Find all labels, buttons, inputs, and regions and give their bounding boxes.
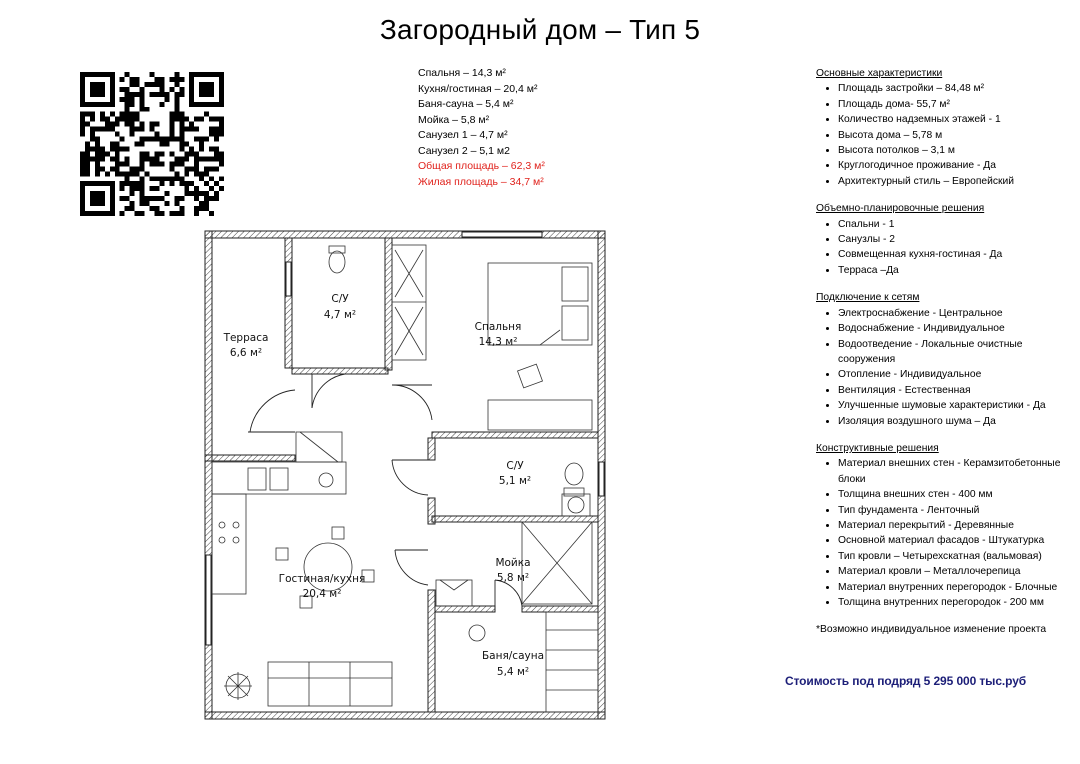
list-item: • Высота дома – 5,78 м (838, 128, 1066, 143)
room-area-item: Спальня – 14,3 м² (418, 67, 506, 79)
room-name-sauna: Баня/сауна (481, 650, 545, 662)
list-item: • Материал внешних стен - Керамзитобетонные блоки (838, 456, 1066, 487)
room-area-living: 20,4 м² (302, 588, 342, 600)
room-area-item: Санузел 2 – 5,1 м2 (418, 144, 510, 157)
list-item: • Тип кровли – Четырехскатная (вальмовая) (838, 549, 1066, 564)
list-item: • Архитектурный стиль – Европейский (838, 174, 1066, 189)
specifications (816, 66, 1066, 638)
room-area-wc1: 4,7 м² (323, 309, 357, 321)
list-item: • Водоснабжение - Индивидуальное (838, 321, 1066, 336)
list-item: • Вентиляция - Естественная (838, 383, 1066, 398)
list-item: • Основной материал фасадов - Штукатурка (838, 533, 1066, 548)
utilities-list (816, 306, 1066, 429)
list-item: • Площадь дома- 55,7 м² (838, 97, 1066, 112)
total-area: Общая площадь – 62,3 м² (418, 160, 545, 172)
list-item: • Круглогодичное проживание - Да (838, 158, 1066, 173)
list-item: • Тип фундамента - Ленточный (838, 503, 1066, 518)
list-item: • Площадь застройки – 84,48 м² (838, 81, 1066, 96)
page-title: Загородный дом – Тип 5 (379, 14, 701, 45)
main-characteristics-list (816, 81, 1066, 189)
construction-list (816, 456, 1066, 610)
room-area-item: Баня-сауна – 5,4 м² (418, 98, 514, 110)
room-name-wc1: С/У (331, 293, 349, 305)
furniture (212, 245, 598, 712)
list-item: • Санузлы - 2 (838, 232, 1066, 247)
room-area-wc2: 5,1 м² (498, 475, 532, 487)
list-item: • Изоляция воздушного шума – Да (838, 414, 1066, 429)
room-name-bedroom: Спальня (474, 321, 522, 333)
walls (205, 231, 605, 719)
room-name-wc2: С/У (506, 460, 524, 472)
list-item: • Высота потолков – 3,1 м (838, 143, 1066, 158)
room-area-terrace: 6,6 м² (229, 347, 263, 359)
room-name-terrace: Терраса (223, 332, 269, 344)
section-heading-construction: Конструктивные решения (816, 442, 939, 454)
room-name-wash: Мойка (495, 557, 531, 569)
list-item: • Терраса –Да (838, 263, 1066, 278)
qr-code (80, 72, 224, 216)
list-item: • Спальни - 1 (838, 217, 1066, 232)
list-item: • Водоотведение - Локальные очистные сооружения (838, 337, 1066, 368)
room-area-item: Санузел 1 – 4,7 м² (418, 129, 508, 141)
section-heading-planning: Объемно-планировочные решения (816, 203, 985, 215)
room-area-bedroom: 14,3 м² (478, 336, 518, 348)
section-heading-main: Основные характеристики (816, 68, 943, 79)
room-area-sauna: 5,4 м² (496, 666, 530, 678)
room-area-list (418, 66, 545, 190)
price-label: Стоимость под подряд 5 295 000 тыс.руб (785, 674, 1027, 688)
list-item: • Электроснабжение - Центральное (838, 306, 1066, 321)
list-item: • Материал перекрытий - Деревянные (838, 518, 1066, 533)
list-item: • Улучшенные шумовые характеристики - Да (838, 398, 1066, 413)
room-labels (223, 293, 544, 678)
floor-plan (200, 226, 612, 722)
room-area-item: Кухня/гостиная – 20,4 м² (418, 82, 538, 95)
list-item: • Отопление - Индивидуальное (838, 367, 1066, 382)
room-area-item: Мойка – 5,8 м² (418, 113, 490, 126)
customization-note: *Возможно индивидуальное изменение проекта (816, 624, 1047, 636)
room-name-living: Гостиная/кухня (278, 573, 366, 585)
section-heading-utilities: Подключение к сетям (816, 292, 920, 304)
list-item: • Толщина внешних стен - 400 мм (838, 487, 1066, 502)
list-item: • Совмещенная кухня-гостиная - Да (838, 247, 1066, 262)
living-area: Жилая площадь – 34,7 м² (418, 175, 544, 188)
list-item: • Материал кровли – Металлочерепица (838, 564, 1066, 579)
list-item: • Материал внутренних перегородок - Блочные (838, 580, 1066, 595)
list-item: • Толщина внутренних перегородок - 200 мм (838, 595, 1066, 610)
planning-list (816, 217, 1066, 279)
room-area-wash: 5,8 м² (496, 572, 530, 584)
list-item: • Количество надземных этажей - 1 (838, 112, 1066, 127)
